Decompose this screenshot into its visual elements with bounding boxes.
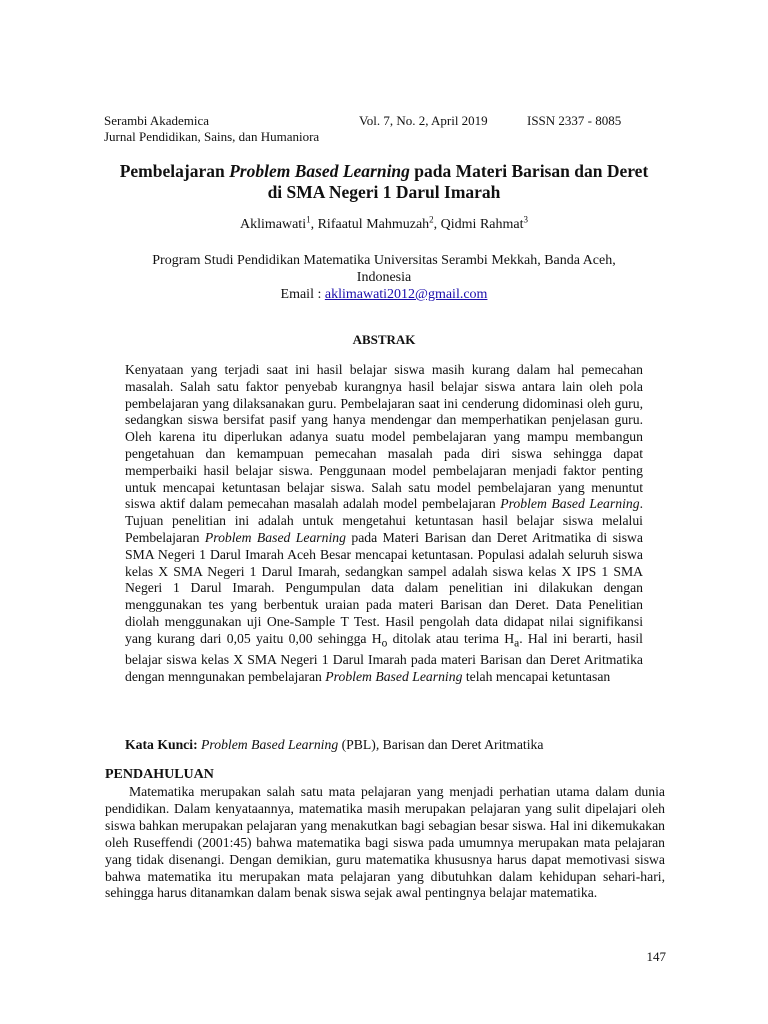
author-sup: 2 [429, 214, 434, 225]
title-italic: Problem Based Learning [229, 161, 410, 181]
title-part2: pada Materi Barisan dan Deret [409, 161, 649, 181]
abstract-text [125, 362, 643, 686]
keywords-italic: Problem Based Learning [201, 737, 339, 752]
email-line [80, 286, 688, 303]
affiliation-line-2: Indonesia [356, 270, 412, 285]
abstract-seg: Kenyataan yang terjadi saat ini hasil belajar siswa masih kurang dalam hal pemecahan masalah. Salah satu faktor penyebab kurangnya hasil belajar siswa antara lain oleh pola pembelajaran yang dilaksanakan guru. Pembelajaran saat ini cenderung didominasi oleh guru, sedangkan siswa bersifat pasif yang hanya mendengar dan memperhatikan penjelasan guru. Oleh karena itu diperlukan adanya suatu model pembelajaran yang mampu membangun pengetahuan dan kemampuan pemecahan masalah pada diri siswa sehingga dapat memperbaiki hasil belajar siswa. Penggunaan model pembelajaran menjadi faktor penting untuk mencapai ketuntasan belajar siswa. Salah satu model pembelajaran yang menuntut siswa aktif dalam pemecahan masalah adalah model pembelajaran [125, 362, 643, 512]
abstract-seg: pada Materi Barisan dan Deret Aritmatika di siswa SMA Negeri 1 Darul Imarah Aceh Besar mencapai ketuntasan. Populasi adalah seluruh siswa kelas X SMA Negeri 1 Darul Imarah, sedangkan sampel adalah siswa kelas X IPS 1 SMA Negeri 1 Darul Imarah. Pengumpulan data dalam penelitian ini dilakukan dengan menggunakan tes yang berbentuk uraian pada materi Barisan dan Deret. Data Penelitian diolah menggunakan uji One-Sample T Test. Hasil pengolah data didapat nilai signifikansi yang kurang dari 0,05 yaitu 0,00 sehingga H [125, 529, 643, 646]
abstract-seg: . Tujuan penelitian ini adalah untuk mengetahui ketuntasan hasil belajar siswa melalui Pembelajaran [125, 496, 643, 545]
abstract-seg: . Hal ini berarti, hasil belajar siswa kelas X SMA Negeri 1 Darul Imarah pada materi Barisan dan Deret Aritmatika dengan menngunakan pembelajaran [125, 630, 643, 685]
paper-title [80, 161, 688, 203]
author-sup: 3 [523, 214, 528, 225]
affiliation-line-1: Program Studi Pendidikan Matematika Universitas Serambi Mekkah, Banda Aceh, [152, 253, 616, 268]
title-line-2: di SMA Negeri 1 Darul Imarah [267, 182, 501, 202]
journal-name: Serambi Akademica [104, 113, 210, 128]
abstract-heading: ABSTRAK [352, 332, 416, 347]
title-part1: Pembelajaran [119, 161, 230, 181]
keywords-label: Kata Kunci: [125, 737, 202, 752]
journal-volume: Vol. 7, No. 2, April 2019 [359, 113, 488, 128]
email-label: Email : [280, 287, 325, 302]
keywords [125, 736, 665, 753]
subscript-o: o [381, 637, 388, 650]
author-list: Aklimawati$^1$, Rifaatul Mahmuzah$^2$, Qidmi Rahmat$^3$ [239, 214, 528, 232]
abstract-seg: telah mencapai ketuntasan [462, 669, 611, 685]
author-name: Aklimawati [239, 217, 307, 232]
section-heading: PENDAHULUAN [105, 767, 214, 782]
journal-issn: ISSN 2337 - 8085 [527, 113, 622, 128]
author-name: Rifaatul Mahmuzah [317, 217, 430, 232]
abstract-italic: Problem Based Learning [325, 669, 463, 685]
intro-paragraph: Matematika merupakan salah satu mata pelajaran yang menjadi perhatian utama dalam dunia pendidikan. Dalam kenyataannya, matematika masih merupakan pelajaran yang sulit dipelajari oleh siswa bahkan merupakan pelajaran yang menakutkan bagi sebagian besar siswa. Hal ini dikemukakan oleh Ruseffendi (2001:45) bahwa matematika bagi siswa pada umumnya merupakan mata pelajaran yang tidak disenangi. Dengan demikian, guru matematika khususnya harus dapat memotivasi siswa bahwa matematika itu merupakan mata pelajaran yang dibutuhkan dalam kehidupan sehari-hari, sehingga harus ditanamkan dalam benak siswa sejak awal pentingnya belajar matematika. [105, 784, 665, 901]
abstract-italic: Problem Based Learning [204, 529, 346, 545]
journal-subtitle: Jurnal Pendidikan, Sains, dan Humaniora [104, 129, 320, 144]
subscript-a: a [514, 637, 520, 650]
abstract-seg: ditolak atau terima H [387, 630, 515, 646]
keywords-seg: (PBL) [338, 737, 376, 752]
affiliation [80, 252, 688, 303]
abstract-italic: Problem Based Learning [500, 496, 640, 512]
author-name: Qidmi Rahmat [440, 217, 524, 232]
keywords-comma: , [375, 737, 380, 752]
page-number: 147 [646, 949, 666, 964]
title-line-1 [80, 161, 688, 182]
author-sup: 1 [306, 214, 311, 225]
email-link[interactable]: aklimawati2012@gmail.com [324, 287, 488, 302]
keywords-seg: Barisan dan Deret Aritmatika [379, 737, 544, 752]
